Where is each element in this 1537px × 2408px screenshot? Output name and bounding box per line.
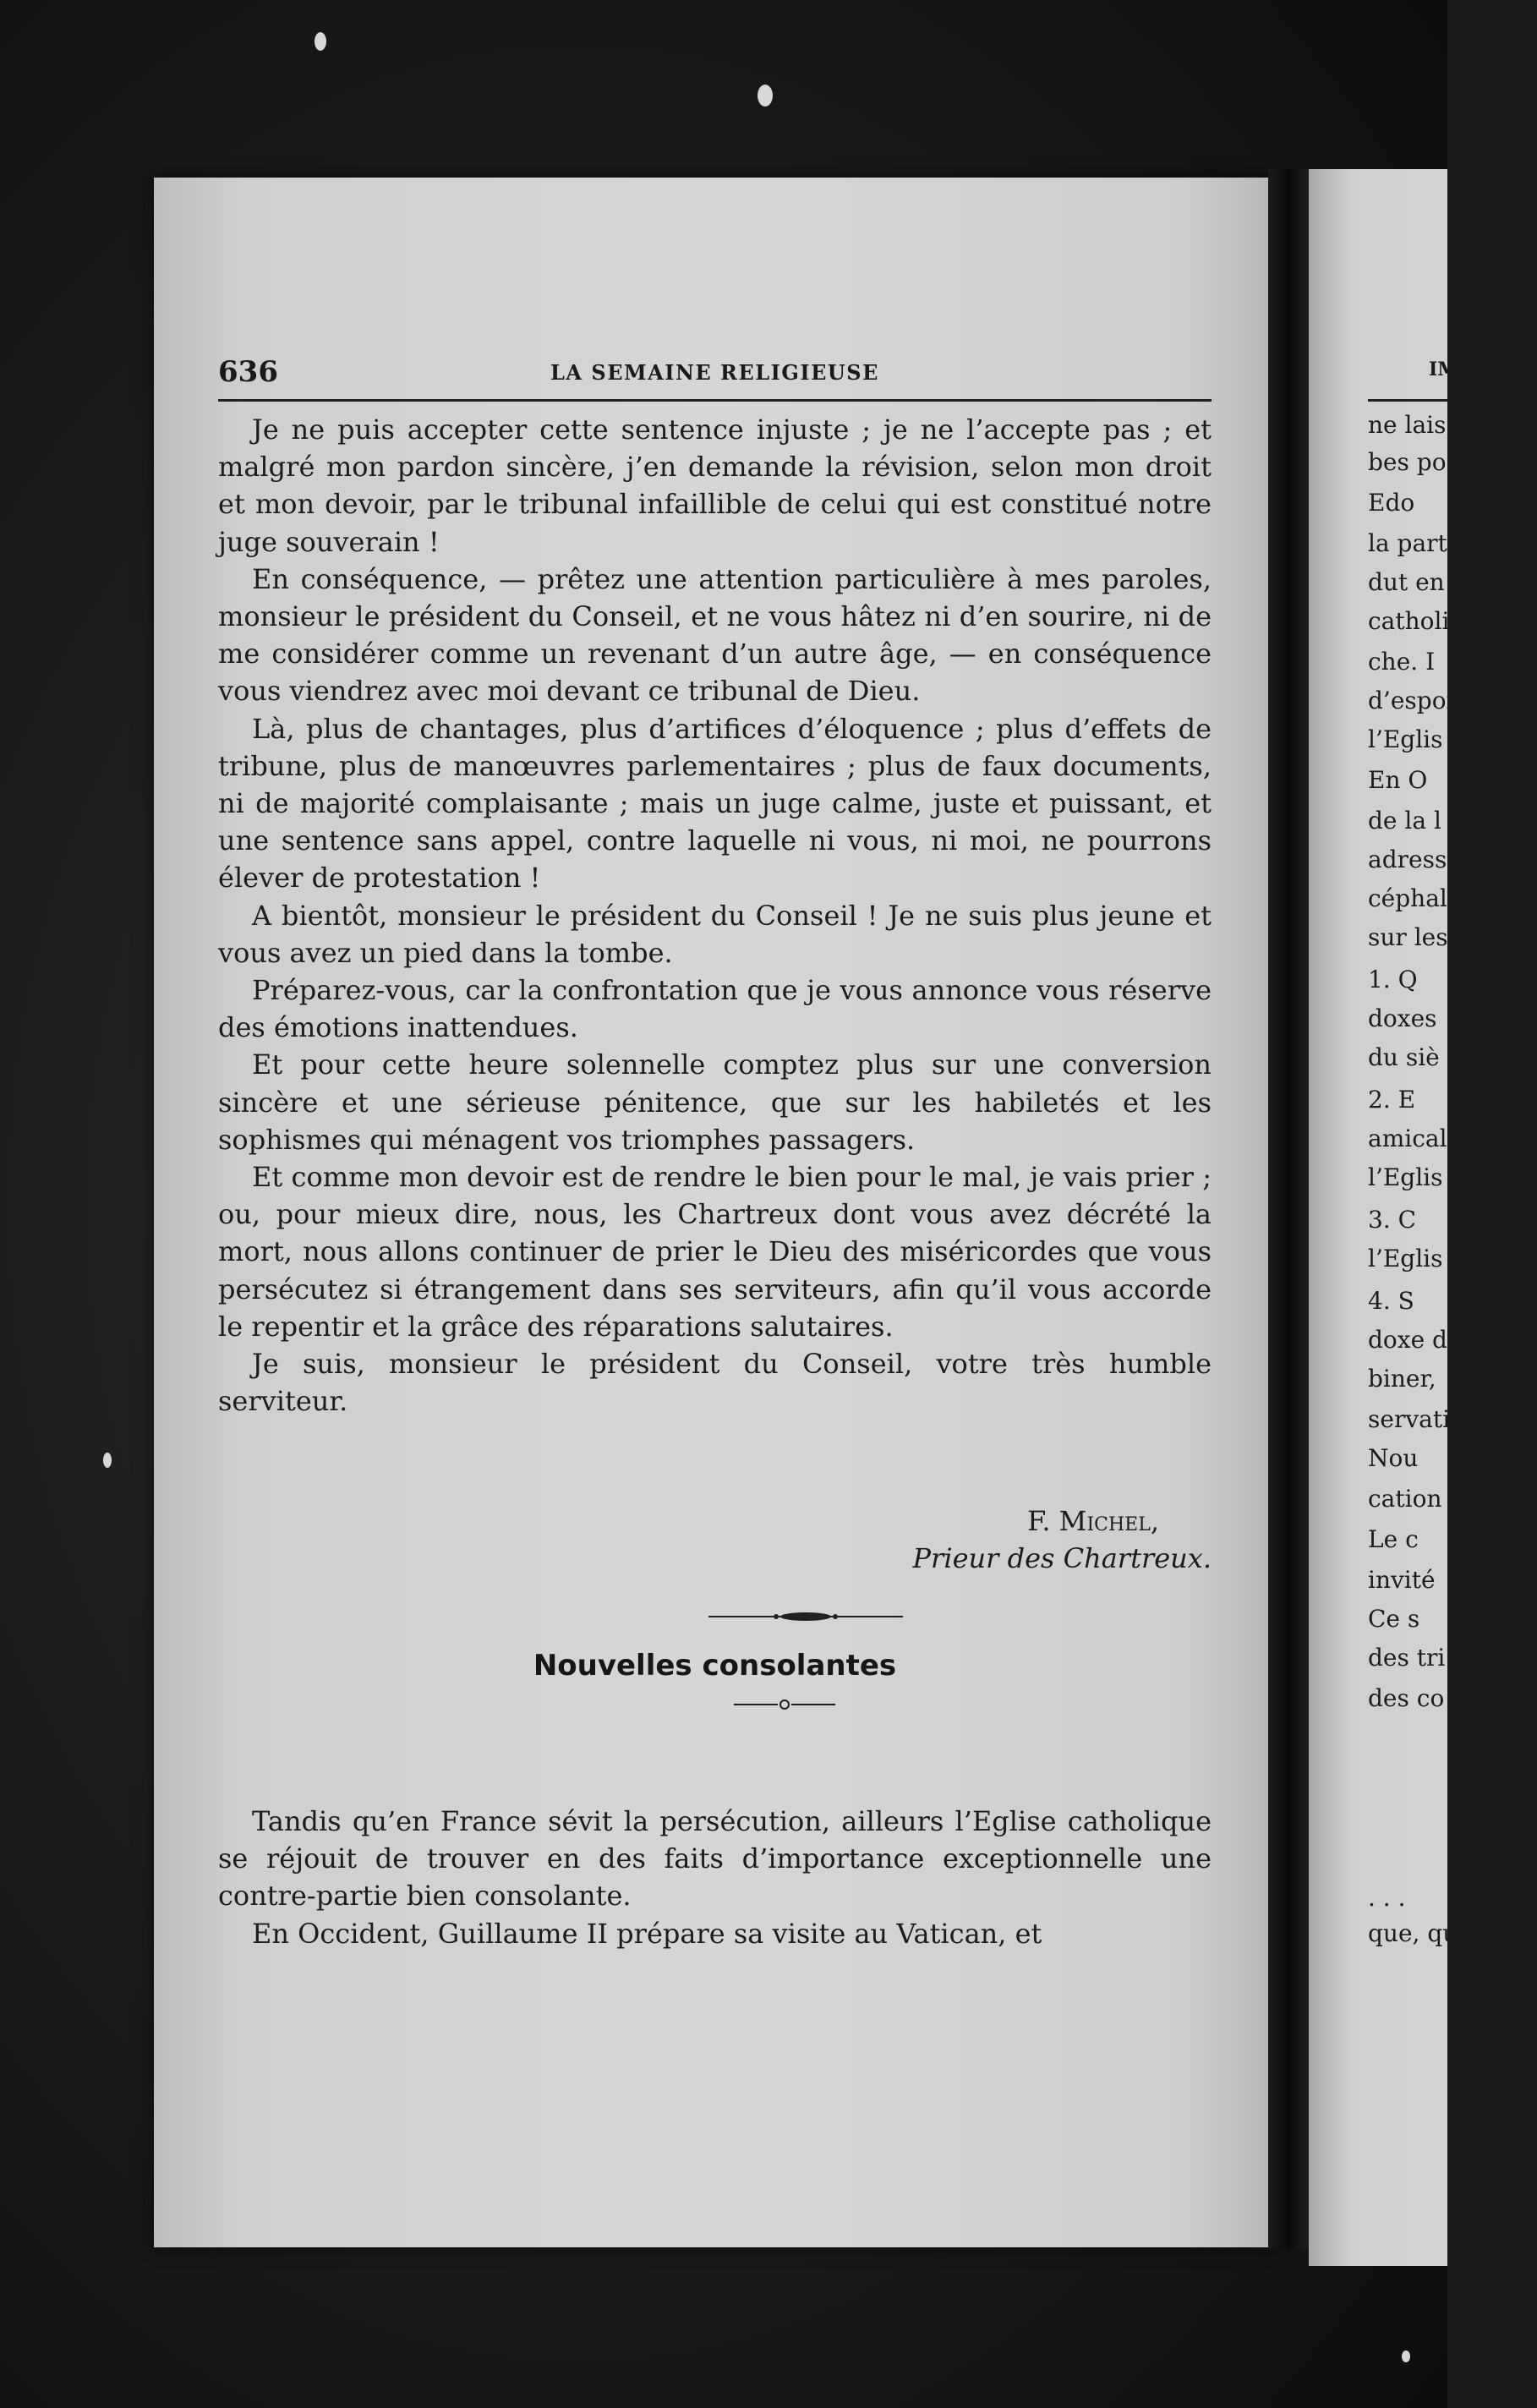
right-page-rule [1368,399,1447,402]
right-page-line: che. I [1368,648,1436,676]
right-page-line: adresse [1368,846,1461,873]
right-page-line: 2. E [1368,1086,1416,1114]
right-page-line: 3. C [1368,1206,1417,1234]
right-page-line: céphal [1368,884,1447,912]
right-page-line: invité [1368,1566,1436,1594]
paragraph: Préparez-vous, car la confrontation que je vous annonce vous réserve des émotions inattendues. [218,974,1212,1044]
right-page-line: ne lais [1368,411,1447,439]
right-page-line: Edo [1368,489,1415,517]
paragraph: En conséquence, — prêtez une attention particulière à mes paroles, monsieur le président du Conseil, et ne vous hâtez ni d’en sourire, ni de me considérer comme un revenant d’un autre âge, — en conséquence vous viendrez avec moi devant ce tribunal de Dieu. [218,562,1212,708]
dust-speck [1402,2351,1410,2362]
right-page-line: la part [1368,529,1447,557]
book-gutter [1268,169,1310,2249]
right-page-line: En O [1368,766,1428,794]
right-page-line: de la l [1368,807,1441,835]
right-page-line: Nou [1368,1444,1419,1472]
right-page-line: . . . [1368,1884,1406,1912]
signature-name: F. Michel, [1027,1505,1159,1537]
right-page-line: du siè [1368,1043,1440,1071]
section-title: Nouvelles consolantes [533,1649,897,1683]
right-page-line: dut en [1368,568,1445,596]
paragraph: Tandis qu’en France sévit la persécution, ailleurs l’Eglise catholique se réjouit de trouver en des faits d’importance exceptionnelle une contre-partie bien consolante. [218,1805,1212,1913]
right-page-line: l’Eglis [1368,1245,1443,1272]
right-page-line: d’espoi [1368,687,1454,714]
paragraph: Là, plus de chantages, plus d’artifices d’éloquence ; plus d’effets de tribune, plus de manœuvres parlementaires ; plus de faux documents, ni de majorité complaisante ; mais un juge calme, juste et puissant, et une sentence sans appel, contre laquelle ni vous, ni moi, ne pourrons élever de protestation ! [218,712,1212,895]
right-page-line: 4. S [1368,1287,1414,1315]
right-page-line: des tri [1368,1644,1446,1672]
dust-speck [315,32,326,51]
small-divider [734,1696,835,1713]
dust-speck [103,1453,112,1468]
dust-speck [758,85,773,107]
right-page-line: 1. Q [1368,966,1418,993]
running-title: LA SEMAINE RELIGIEUSE [550,360,879,385]
right-page-line: sur les [1368,923,1448,951]
header-rule [218,399,1212,402]
right-page-line: Le c [1368,1525,1419,1553]
right-page-line: servati [1368,1405,1451,1433]
right-page-line: bes po [1368,448,1447,476]
page-number: 636 [218,355,278,389]
signature-title: Prieur des Chartreux. [912,1542,1212,1574]
ornament-divider [708,1606,903,1627]
right-page-line: doxe d [1368,1326,1447,1354]
paragraph: Je suis, monsieur le président du Conseil, votre très humble serviteur. [218,1348,1212,1418]
page-header [218,355,1212,397]
right-page-header: IM [1429,358,1458,380]
right-page-line: Ce s [1368,1605,1420,1633]
paragraph: En Occident, Guillaume II prépare sa visite au Vatican, et [252,1917,1042,1950]
paragraph: Je ne puis accepter cette sentence injuste ; je ne l’accepte pas ; et malgré mon pardon sincère, j’en demande la révision, selon mon droit et mon devoir, par le tribunal infaillible de celui qui est constitué notre juge souverain ! [218,413,1212,558]
paragraph: Et pour cette heure solennelle comptez plus sur une conversion sincère et une sérieuse pénitence, que sur les habiletés et les sophismes qui ménagent vos triomphes passagers. [218,1048,1212,1156]
right-page-line: l’Eglis [1368,725,1443,753]
right-page-line: amical [1368,1125,1447,1152]
right-page-line: des co [1368,1684,1445,1712]
section-body [218,1803,1212,1952]
right-page-line: biner, [1368,1365,1436,1393]
right-page-line: que, qu [1368,1919,1458,1947]
right-page-line: l’Eglis [1368,1163,1443,1191]
right-page-line: cation [1368,1485,1442,1513]
right-page-line: doxes [1368,1004,1437,1032]
paragraph: Et comme mon devoir est de rendre le bien pour le mal, je vais prier ; ou, pour mieux dire, nous, les Chartreux dont vous avez décrété la mort, nous allons continuer de prier le Dieu des miséricordes que vous persécutez si étrangement dans ses serviteurs, afin qu’il vous accorde le repentir et la grâce des réparations salutaires. [218,1161,1212,1343]
letter-body [218,411,1212,1420]
paragraph: A bientôt, monsieur le président du Conseil ! Je ne suis plus jeune et vous avez un pied dans la tombe. [218,899,1212,969]
right-page-line: catholi [1368,607,1450,635]
